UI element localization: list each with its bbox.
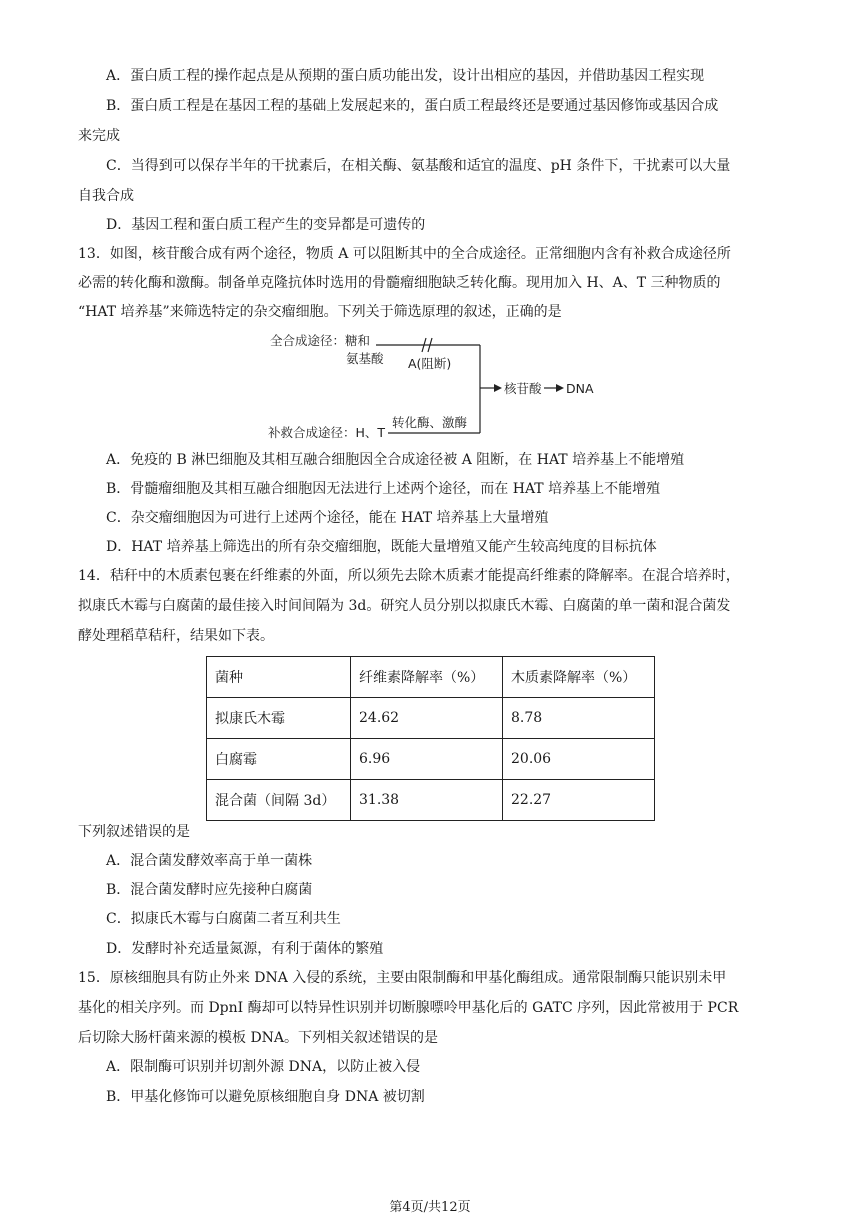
q13-option-a: A．免疫的 B 淋巴细胞及其相互融合细胞因全合成途径被 A 阻断，在 HAT 培养基上不能增殖 [106, 452, 685, 468]
q15-stem-line-2: 基化的相关序列。而 DpnI 酶却可以特异性识别并切断腺嘌呤甲基化后的 GATC 序列，因此常被用于 PCR [78, 1000, 739, 1016]
table-cell: 6.96 [351, 739, 503, 780]
table-row [207, 698, 655, 739]
enzymes-label: 转化酶、激酶 [392, 415, 468, 430]
dna-label: DNA [566, 381, 594, 396]
table-cell: 24.62 [351, 698, 503, 739]
q12-option-d: D．基因工程和蛋白质工程产生的变异都是可遗传的 [106, 217, 426, 233]
q15-stem-line-3: 后切除大肠杆菌来源的模板 DNA。下列相关叙述错误的是 [78, 1030, 439, 1046]
q13-option-b: B．骨髓瘤细胞及其相互融合细胞因无法进行上述两个途径，而在 HAT 培养基上不能增殖 [106, 481, 661, 497]
table-cell: 混合菌（间隔 3d） [207, 780, 351, 821]
degradation-table [206, 656, 655, 821]
q12-option-b-cont: 来完成 [78, 128, 120, 144]
table-header: 菌种 [207, 657, 351, 698]
table-cell: 8.78 [503, 698, 655, 739]
q13-option-d: D．HAT 培养基上筛选出的所有杂交瘤细胞，既能大量增殖又能产生较高纯度的目标抗体 [106, 539, 657, 555]
q14-option-a: A．混合菌发酵效率高于单一菌株 [106, 853, 313, 869]
q14-stem-line-3: 酵处理稻草秸秆，结果如下表。 [78, 628, 274, 644]
page-footer: 第4页/共12页 [389, 1200, 471, 1215]
salvage-pathway-label: 补救合成途径：H、T [268, 425, 386, 440]
q13-stem-line-2: 必需的转化酶和激酶。制备单克隆抗体时选用的骨髓瘤细胞缺乏转化酶。现用加入 H、A、T 三种物质的 [78, 275, 721, 291]
q14-option-b: B．混合菌发酵时应先接种白腐菌 [106, 882, 313, 898]
q13-stem-line-1: 13．如图，核苷酸合成有两个途径，物质 A 可以阻断其中的全合成途径。正常细胞内含有补救合成途径所 [78, 246, 731, 262]
q12-option-b: B．蛋白质工程是在基因工程的基础上发展起来的，蛋白质工程最终还是要通过基因修饰或基因合成 [106, 98, 719, 114]
full-pathway-label-2: 氨基酸 [346, 351, 384, 366]
q12-option-c: C．当得到可以保存半年的干扰素后，在相关酶、氨基酸和适宜的温度、pH 条件下，干扰素可以大量 [106, 158, 731, 174]
table-header: 纤维素降解率（%） [351, 657, 503, 698]
q12-option-a: A．蛋白质工程的操作起点是从预期的蛋白质功能出发，设计出相应的基因，并借助基因工程实现 [106, 68, 705, 84]
table-cell: 22.27 [503, 780, 655, 821]
table-row [207, 739, 655, 780]
table-cell: 20.06 [503, 739, 655, 780]
table-header-row [207, 657, 655, 698]
q14-stem-line-2: 拟康氏木霉与白腐菌的最佳接入时间间隔为 3d。研究人员分别以拟康氏木霉、白腐菌的单一菌和混合菌发 [78, 598, 731, 614]
q14-stem-line-1: 14．秸秆中的木质素包裹在纤维素的外面，所以须先去除木质素才能提高纤维素的降解率。在混合培养时， [78, 568, 740, 584]
table-cell: 31.38 [351, 780, 503, 821]
q14-option-c: C．拟康氏木霉与白腐菌二者互利共生 [106, 911, 341, 927]
q14-option-d: D．发酵时补充适量氮源，有利于菌体的繁殖 [106, 941, 384, 957]
q13-stem-line-3: “HAT 培养基”来筛选特定的杂交瘤细胞。下列关于筛选原理的叙述，正确的是 [78, 304, 562, 320]
q15-option-a: A．限制酶可识别并切割外源 DNA，以防止被入侵 [106, 1059, 421, 1075]
q12-option-c-cont: 自我合成 [78, 188, 134, 204]
table-row [207, 780, 655, 821]
full-pathway-label: 全合成途径：糖和 [270, 333, 371, 348]
q14-prompt: 下列叙述错误的是 [78, 824, 190, 840]
nucleotide-label: 核苷酸 [504, 381, 542, 396]
q15-stem-line-1: 15．原核细胞具有防止外来 DNA 入侵的系统，主要由限制酶和甲基化酶组成。通常限制酶只能识别未甲 [78, 970, 727, 986]
table-cell: 白腐霉 [207, 739, 351, 780]
table-cell: 拟康氏木霉 [207, 698, 351, 739]
table-header: 木质素降解率（%） [503, 657, 655, 698]
q15-option-b: B．甲基化修饰可以避免原核细胞自身 DNA 被切割 [106, 1089, 425, 1105]
q13-option-c: C．杂交瘤细胞因为可进行上述两个途径，能在 HAT 培养基上大量增殖 [106, 510, 549, 526]
nucleotide-pathway-diagram [262, 330, 622, 442]
block-label: A(阻断) [408, 356, 452, 371]
